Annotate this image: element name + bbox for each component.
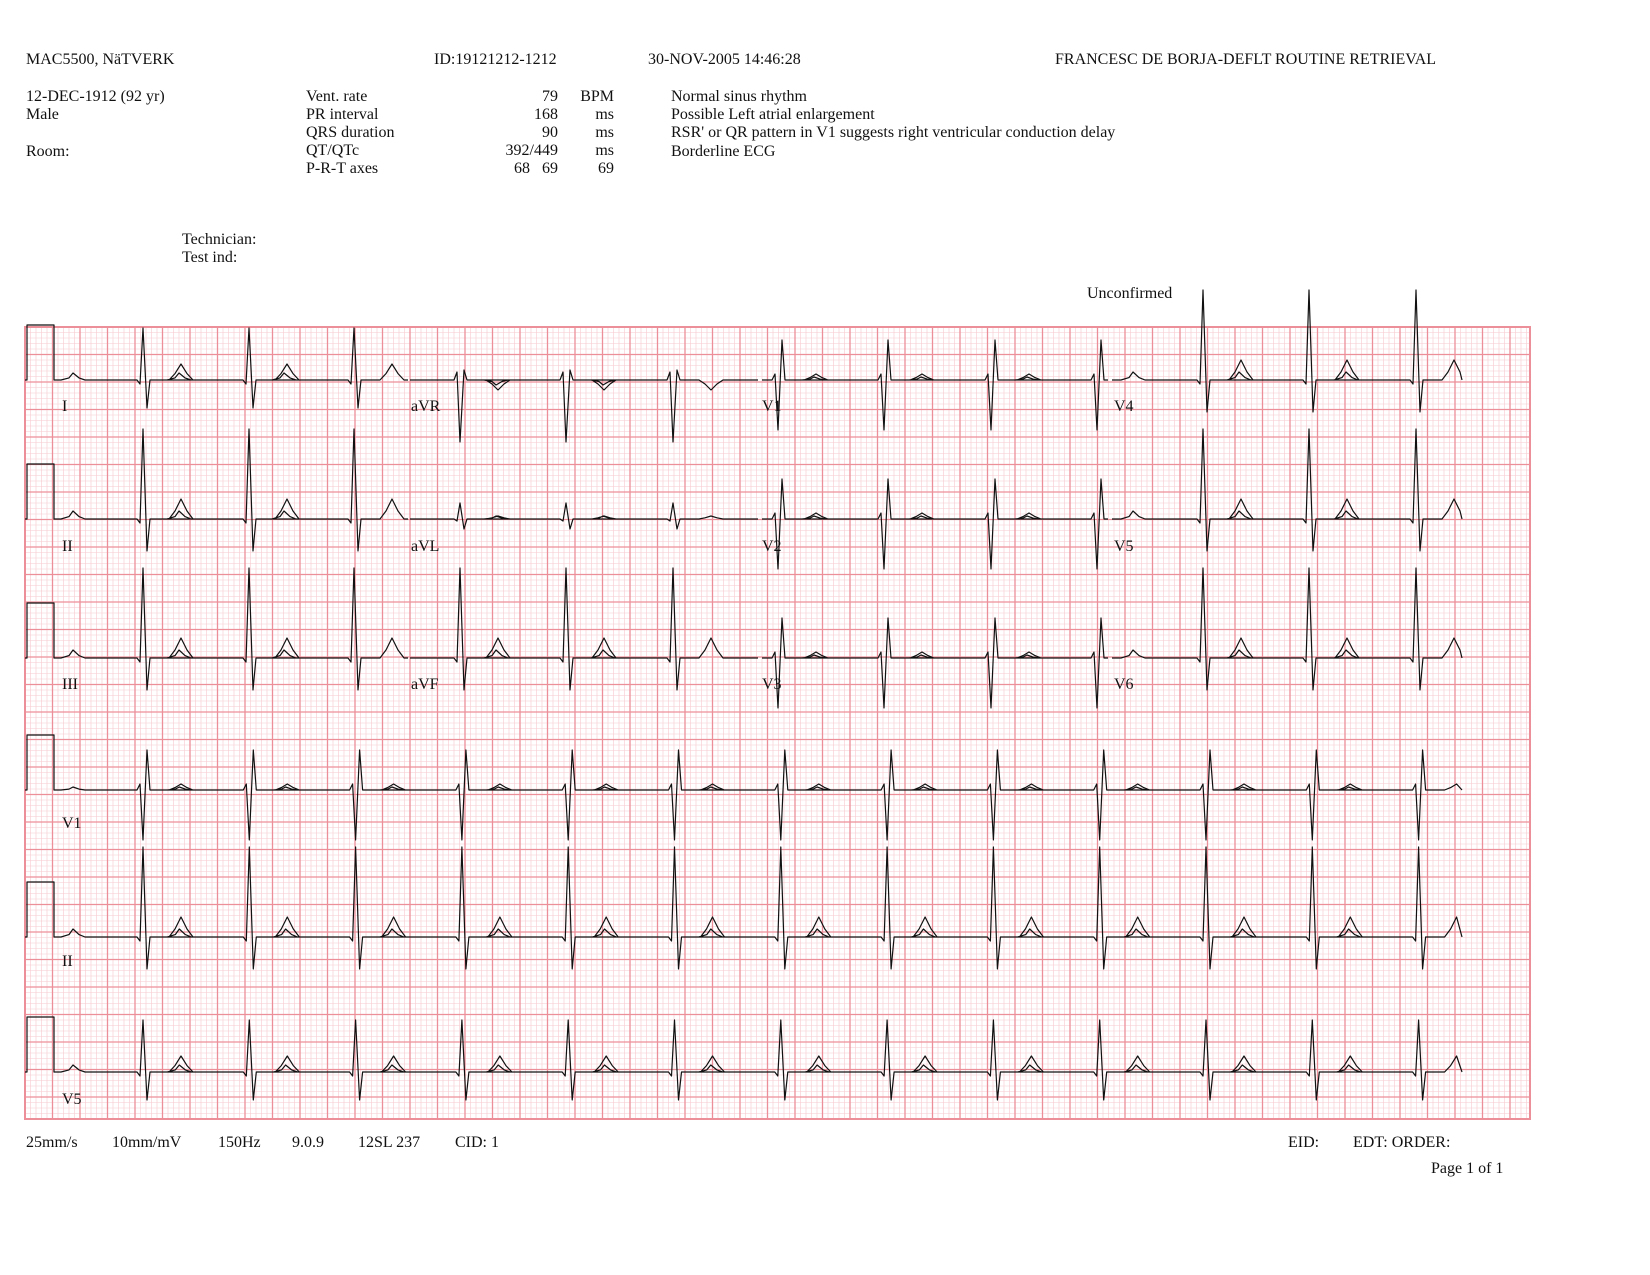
lead-i-trace bbox=[25, 325, 408, 408]
lead-label-ii: II bbox=[62, 538, 73, 555]
room-label: Room: bbox=[26, 143, 70, 160]
patient-sex: Male bbox=[26, 106, 59, 123]
rhythm-label-ii: II bbox=[62, 953, 73, 970]
measure-value: 392/449 bbox=[505, 142, 558, 159]
patient-id: ID:19121212-1212 bbox=[434, 51, 557, 68]
lead-label-v3: V3 bbox=[762, 676, 782, 693]
filter: 150Hz bbox=[218, 1134, 261, 1151]
lead-v5-trace bbox=[1112, 429, 1462, 551]
measure-value: 79 bbox=[542, 88, 558, 105]
measure-unit: ms bbox=[595, 142, 614, 159]
lead-label-v1: V1 bbox=[762, 398, 782, 415]
measure-unit: BPM bbox=[580, 88, 614, 105]
lead-label-iii: III bbox=[62, 676, 78, 693]
measure-unit: ms bbox=[595, 106, 614, 123]
lead-ii-trace bbox=[25, 429, 408, 551]
measure-label: QRS duration bbox=[306, 124, 395, 141]
measure-value: 68 69 bbox=[514, 160, 558, 177]
patient-dob: 12-DEC-1912 (92 yr) bbox=[26, 88, 165, 105]
device-name: MAC5500, NäTVERK bbox=[26, 51, 175, 68]
page-number: Page 1 of 1 bbox=[1431, 1160, 1504, 1177]
lead-label-v2: V2 bbox=[762, 538, 782, 555]
acquisition-datetime: 30-NOV-2005 14:46:28 bbox=[648, 51, 801, 68]
ecg-grid bbox=[25, 327, 1530, 1119]
interpretation-line: RSR' or QR pattern in V1 suggests right ventricular conduction delay bbox=[671, 124, 1116, 141]
gain: 10mm/mV bbox=[112, 1134, 182, 1151]
measure-value: 168 bbox=[534, 106, 558, 123]
ecg-traces bbox=[25, 290, 1462, 1100]
lead-v1-trace bbox=[762, 340, 1108, 430]
interpretation-line: Possible Left atrial enlargement bbox=[671, 106, 875, 123]
measure-unit: 69 bbox=[598, 160, 614, 177]
test-indication-label: Test ind: bbox=[182, 249, 238, 266]
lead-label-avr: aVR bbox=[411, 398, 441, 415]
software-version: 9.0.9 bbox=[292, 1134, 324, 1151]
lead-v3-trace bbox=[762, 618, 1108, 708]
technician-label: Technician: bbox=[182, 231, 257, 248]
paper-speed: 25mm/s bbox=[26, 1134, 78, 1151]
interpretation-line: Borderline ECG bbox=[671, 143, 776, 160]
interpretation-line: Normal sinus rhythm bbox=[671, 88, 807, 105]
rhythm-label-v5: V5 bbox=[62, 1091, 82, 1108]
edt-order: EDT: ORDER: bbox=[1353, 1134, 1451, 1151]
confirmation-status: Unconfirmed bbox=[1087, 285, 1173, 302]
measure-label: PR interval bbox=[306, 106, 379, 123]
lead-label-i: I bbox=[62, 398, 68, 415]
lead-v4-trace bbox=[1112, 290, 1462, 412]
lead-label-v6: V6 bbox=[1114, 676, 1134, 693]
rhythm-ii-trace bbox=[25, 847, 1462, 969]
lead-label-avf: aVF bbox=[411, 676, 439, 693]
rhythm-label-v1: V1 bbox=[62, 815, 82, 832]
lead-label-avl: aVL bbox=[411, 538, 440, 555]
lead-label-v5: V5 bbox=[1114, 538, 1134, 555]
location-label: FRANCESC DE BORJA-DEFLT ROUTINE RETRIEVAL bbox=[1055, 51, 1437, 68]
eid: EID: bbox=[1288, 1134, 1320, 1151]
measure-label: QT/QTc bbox=[306, 142, 360, 159]
lead-label-v4: V4 bbox=[1114, 398, 1134, 415]
program-version: 12SL 237 bbox=[358, 1134, 421, 1151]
measure-unit: ms bbox=[595, 124, 614, 141]
cid: CID: 1 bbox=[455, 1134, 499, 1151]
measure-value: 90 bbox=[542, 124, 558, 141]
measure-label: P-R-T axes bbox=[306, 160, 379, 177]
measure-label: Vent. rate bbox=[306, 88, 368, 105]
